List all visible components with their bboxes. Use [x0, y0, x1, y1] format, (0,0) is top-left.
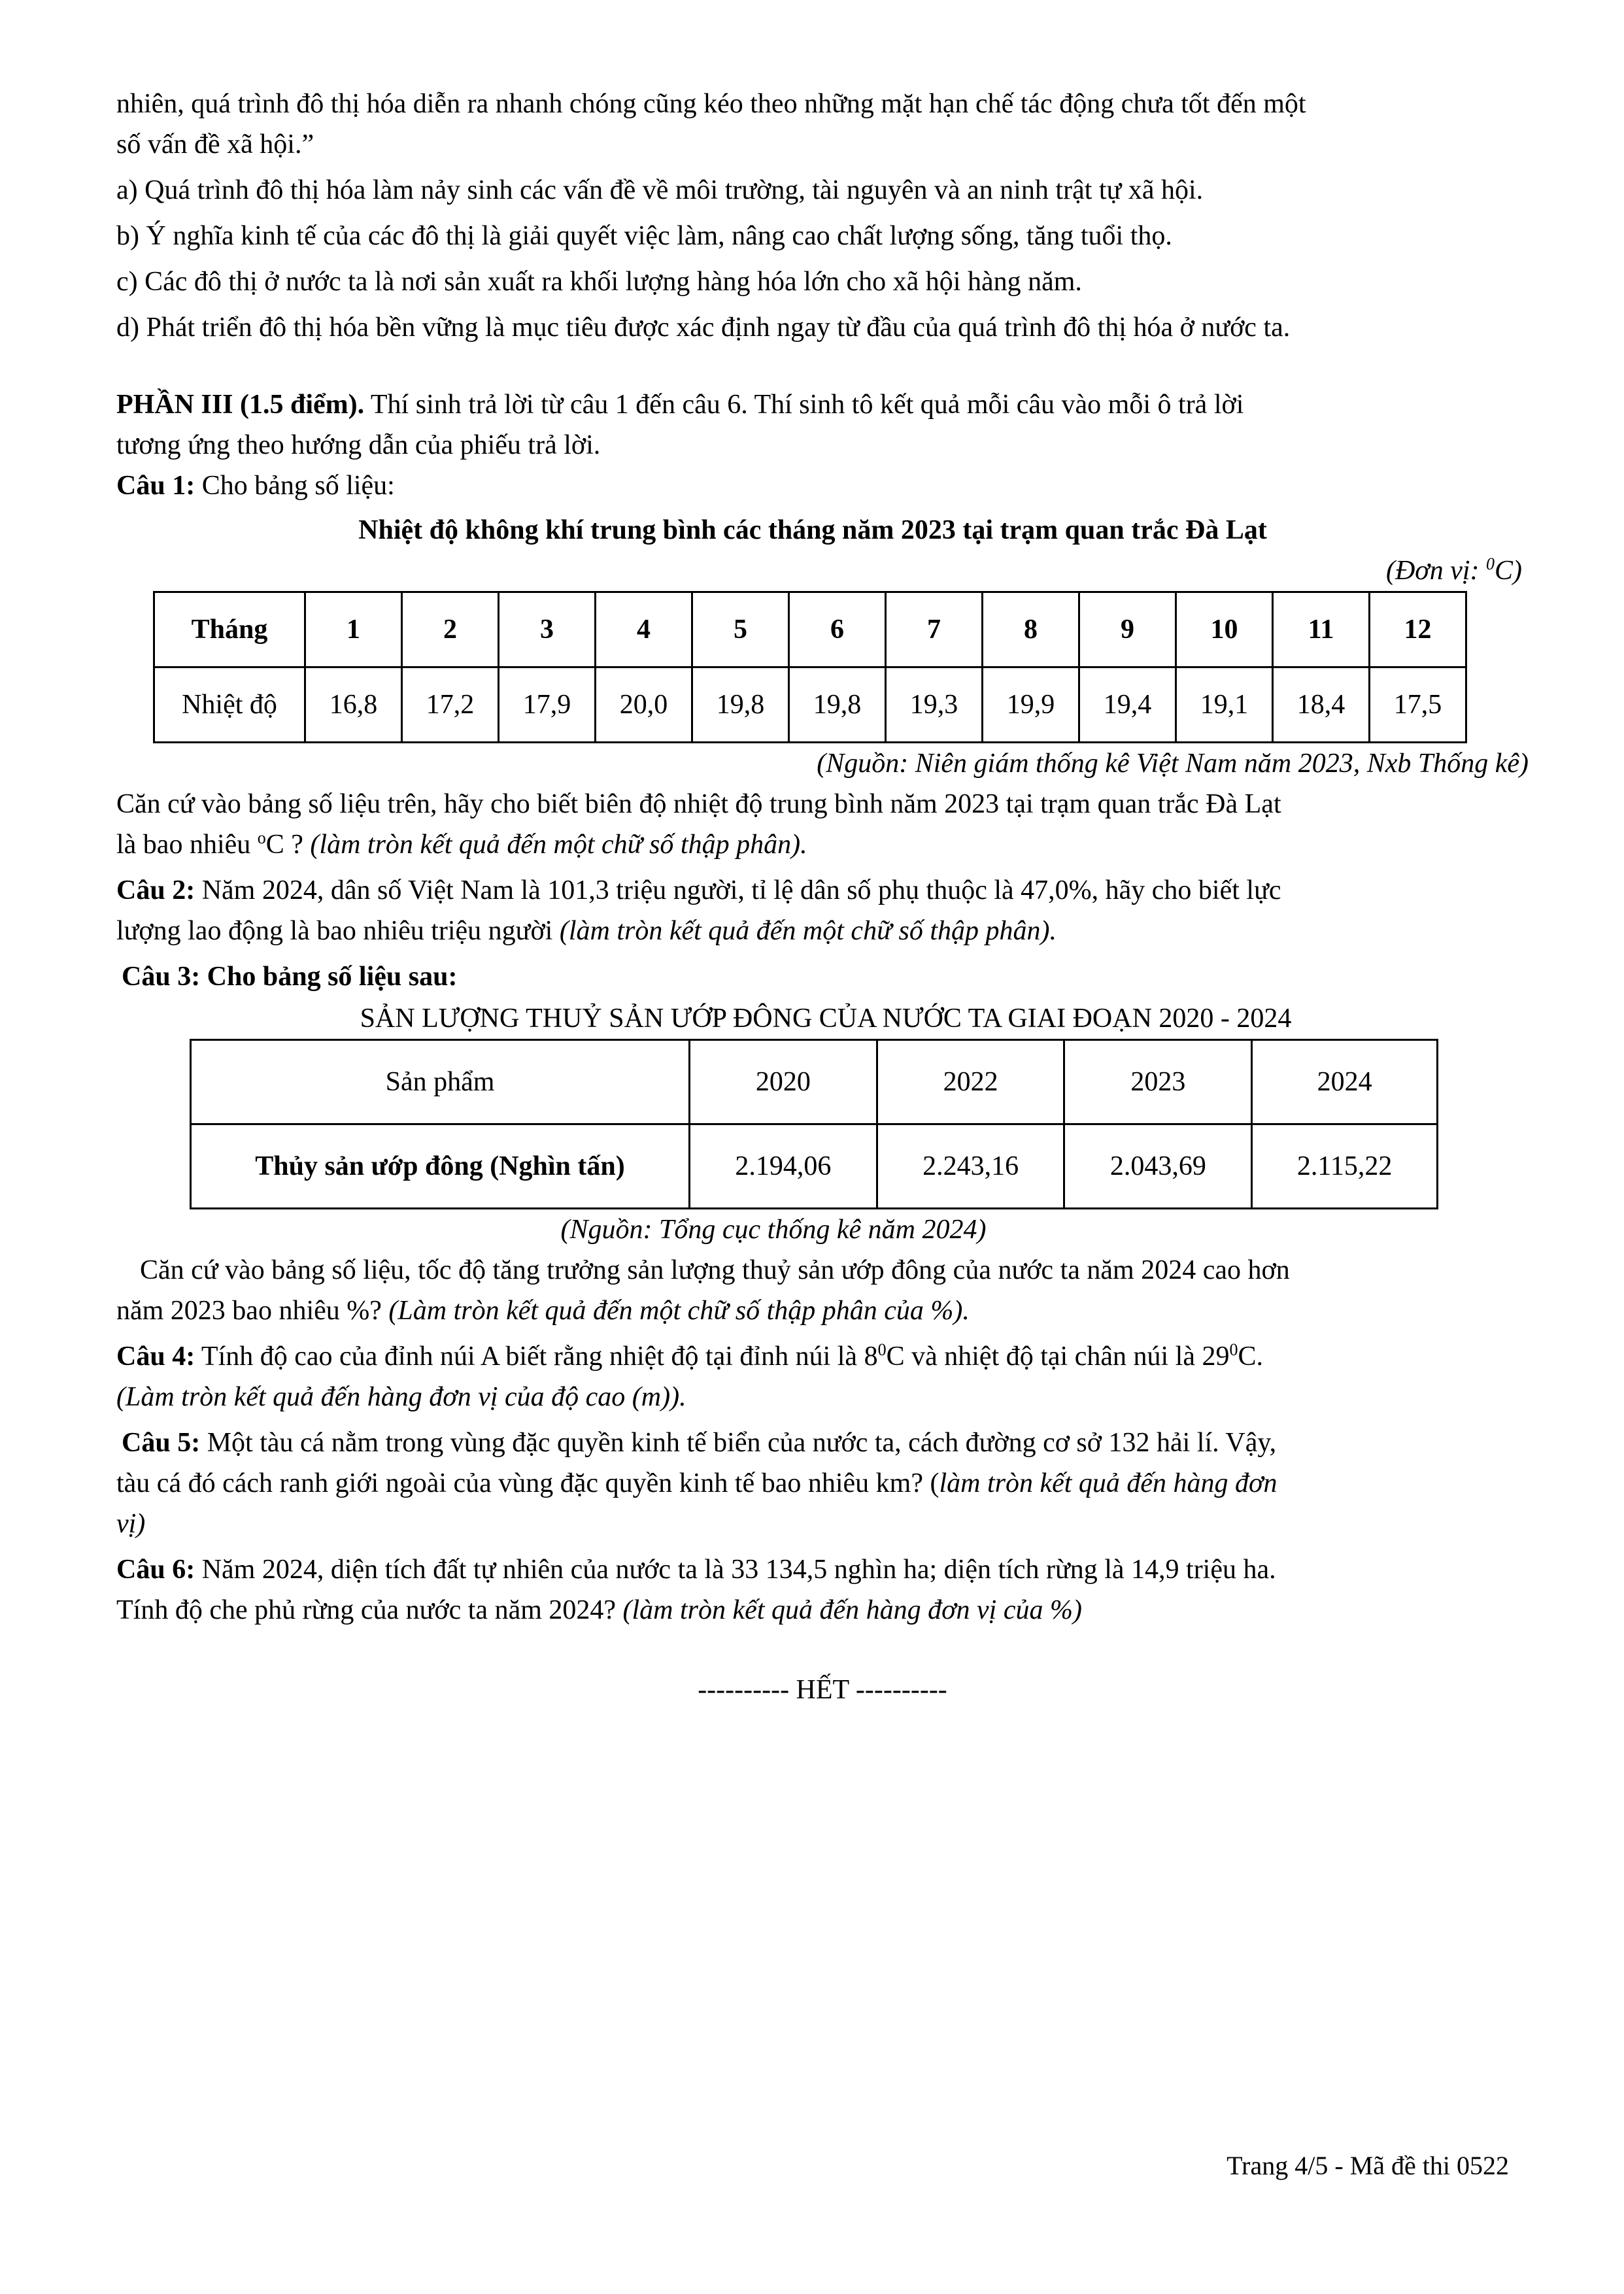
q3-ask-line-1: Căn cứ vào bảng số liệu, tốc độ tăng trưởng sản lượng thuỷ sản ướp đông của nước ta năm 2024 cao hơn	[140, 1255, 1290, 1285]
q1-unit	[116, 550, 1522, 591]
temp-cell: 19,9	[983, 667, 1079, 743]
q4-text-a: Tính độ cao của đỉnh núi A biết rằng nhiệt độ tại đỉnh núi là 8	[195, 1341, 878, 1372]
temp-cell: 18,4	[1273, 667, 1370, 743]
q1-label: Câu 1:	[116, 471, 195, 501]
temp-cell: 17,2	[402, 667, 499, 743]
intro-line-1: nhiên, quá trình đô thị hóa diễn ra nhanh chóng cũng kéo theo những mặt hạn chế tác động chưa tốt đến một	[116, 89, 1306, 119]
month-cell: 4	[596, 592, 692, 667]
year-cell: 2023	[1064, 1040, 1252, 1124]
month-cell: 5	[692, 592, 789, 667]
q3-source: (Nguồn: Tổng cục thống kê năm 2024)	[560, 1215, 987, 1245]
q1-intro	[116, 465, 1509, 506]
q1-ask-text-b: C ?	[265, 830, 311, 860]
q4-sup-2: 0	[1229, 1340, 1238, 1359]
q5-line-1	[122, 1423, 1509, 1463]
q4-text-b: C và nhiệt độ tại chân núi là 29	[886, 1341, 1230, 1372]
q3-row-label: Thủy sản ướp đông (Nghìn tấn)	[191, 1124, 690, 1209]
temp-cell: 17,5	[1370, 667, 1466, 743]
q6-text-2: Tính độ che phủ rừng của nước ta năm 2024?	[116, 1595, 623, 1625]
q6-label: Câu 6:	[116, 1555, 195, 1585]
month-cell: 12	[1370, 592, 1466, 667]
year-cell: 2024	[1252, 1040, 1438, 1124]
value-cell: 2.115,22	[1252, 1124, 1438, 1209]
q3-ask-line-2	[116, 1290, 1509, 1331]
temp-cell: 19,4	[1079, 667, 1176, 743]
intro-line-2: số vấn đề xã hội.”	[116, 129, 314, 160]
temp-cell: 19,8	[692, 667, 789, 743]
option-c: c) Các đô thị ở nước ta là nơi sản xuất ra khối lượng hàng hóa lớn cho xã hội hàng năm.	[116, 267, 1082, 297]
option-b: b) Ý nghĩa kinh tế của các đô thị là giải quyết việc làm, nâng cao chất lượng sống, tăng tuổi thọ.	[116, 221, 1172, 251]
q2-line-2	[116, 911, 1509, 951]
end-mark: ---------- HẾT ----------	[698, 1675, 947, 1705]
month-cell: 7	[886, 592, 983, 667]
q6-line-2	[116, 1590, 1509, 1630]
option-a: a) Quá trình đô thị hóa làm nảy sinh các vấn đề về môi trường, tài nguyên và an ninh trật tự xã hội.	[116, 175, 1204, 205]
value-cell: 2.194,06	[690, 1124, 877, 1209]
value-cell: 2.043,69	[1064, 1124, 1252, 1209]
month-cell: 8	[983, 592, 1079, 667]
q6-note: (làm tròn kết quả đến hàng đơn vị của %)	[622, 1595, 1082, 1625]
temp-cell: 19,8	[789, 667, 886, 743]
year-cell: 2022	[877, 1040, 1064, 1124]
option-d: d) Phát triển đô thị hóa bền vững là mục tiêu được xác định ngay từ đầu của quá trình đô thị hóa ở nước ta.	[116, 312, 1291, 343]
q5-line-3: vị)	[116, 1509, 146, 1539]
q5-note: làm tròn kết quả đến hàng đơn	[939, 1468, 1277, 1498]
q5-text-1: Một tàu cá nằm trong vùng đặc quyền kinh tế biển của nước ta, cách đường cơ sở 132 hải lí. Vậy,	[200, 1428, 1277, 1458]
q5-text-2: tàu cá đó cách ranh giới ngoài của vùng đặc quyền kinh tế bao nhiêu km? (	[116, 1468, 939, 1498]
q3-col-product: Sản phẩm	[191, 1040, 690, 1124]
q4-line-1	[116, 1336, 1509, 1377]
month-cell: 2	[402, 592, 499, 667]
q1-ask-sup: o	[257, 828, 266, 847]
q3-ask-note: (Làm tròn kết quả đến một chữ số thập phân của %).	[388, 1296, 970, 1326]
q1-ask-line-2	[116, 824, 1509, 865]
q3-ask-text: năm 2023 bao nhiêu %?	[116, 1296, 389, 1326]
q3-table-title: SẢN LƯỢNG THUỶ SẢN ƯỚP ĐÔNG CỦA NƯỚC TA GIAI ĐOẠN 2020 - 2024	[360, 1004, 1292, 1034]
q2-text-1: Năm 2024, dân số Việt Nam là 101,3 triệu người, tỉ lệ dân số phụ thuộc là 47,0%, hãy cho biết lực	[195, 875, 1281, 905]
table-row	[191, 1040, 1438, 1124]
month-cell: 6	[789, 592, 886, 667]
q2-label: Câu 2:	[116, 875, 195, 905]
q1-source: (Nguồn: Niên giám thống kê Việt Nam năm 2023, Nxb Thống kê)	[817, 749, 1529, 779]
value-cell: 2.243,16	[877, 1124, 1064, 1209]
q1-ask-text-a: là bao nhiêu	[116, 830, 258, 860]
month-cell: 3	[499, 592, 596, 667]
part3-heading: PHẦN III (1.5 điểm).	[116, 390, 365, 420]
q1-row2-label: Nhiệt độ	[154, 667, 305, 743]
table-row	[154, 667, 1466, 743]
q1-text: Cho bảng số liệu:	[195, 471, 395, 501]
q4-label: Câu 4:	[116, 1341, 195, 1372]
q1-ask-note: (làm tròn kết quả đến một chữ số thập phân).	[310, 830, 807, 860]
q2-note: (làm tròn kết quả đến một chữ số thập phân).	[559, 916, 1057, 946]
q4-note: (Làm tròn kết quả đến hàng đơn vị của độ cao (m)).	[116, 1382, 686, 1412]
temp-cell: 19,3	[886, 667, 983, 743]
month-cell: 1	[305, 592, 402, 667]
q2-text-2: lượng lao động là bao nhiêu triệu người	[116, 916, 560, 946]
q1-table-title: Nhiệt độ không khí trung bình các tháng năm 2023 tại trạm quan trắc Đà Lạt	[358, 515, 1267, 545]
q6-text-1: Năm 2024, diện tích đất tự nhiên của nước ta là 33 134,5 nghìn ha; diện tích rừng là 14,9 triệu ha.	[195, 1555, 1276, 1585]
year-cell: 2020	[690, 1040, 877, 1124]
q6-line-1	[116, 1549, 1509, 1590]
temp-cell: 16,8	[305, 667, 402, 743]
part3-text-2: tương ứng theo hướng dẫn của phiếu trả lời.	[116, 430, 601, 460]
temp-cell: 17,9	[499, 667, 596, 743]
q1-row1-label: Tháng	[154, 592, 305, 667]
table-row	[191, 1124, 1438, 1209]
month-cell: 11	[1273, 592, 1370, 667]
q1-unit-post: C)	[1495, 556, 1522, 586]
month-cell: 9	[1079, 592, 1176, 667]
part3-text-1: Thí sinh trả lời từ câu 1 đến câu 6. Thí sinh tô kết quả mỗi câu vào mỗi ô trả lời	[364, 390, 1244, 420]
q4-sup-1: 0	[877, 1340, 887, 1359]
q1-temperature-table	[153, 591, 1467, 743]
q5-label: Câu 5:	[122, 1428, 201, 1458]
q5-line-2	[116, 1463, 1509, 1504]
q1-unit-sup: 0	[1486, 554, 1495, 573]
part3-instructions	[116, 384, 1509, 425]
q1-ask-line-1: Căn cứ vào bảng số liệu trên, hãy cho biết biên độ nhiệt độ trung bình năm 2023 tại trạm quan trắc Đà Lạt	[116, 789, 1281, 819]
table-row	[154, 592, 1466, 667]
q4-text-c: C.	[1238, 1341, 1263, 1372]
month-cell: 10	[1176, 592, 1273, 667]
temp-cell: 19,1	[1176, 667, 1273, 743]
q3-heading: Câu 3: Cho bảng số liệu sau:	[122, 962, 458, 992]
q3-seafood-table	[190, 1039, 1438, 1209]
page-footer: Trang 4/5 - Mã đề thi 0522	[1226, 2151, 1509, 2180]
q2-line-1	[116, 870, 1509, 911]
q1-unit-pre: (Đơn vị:	[1385, 556, 1486, 586]
temp-cell: 20,0	[596, 667, 692, 743]
exam-page	[116, 84, 1529, 1710]
